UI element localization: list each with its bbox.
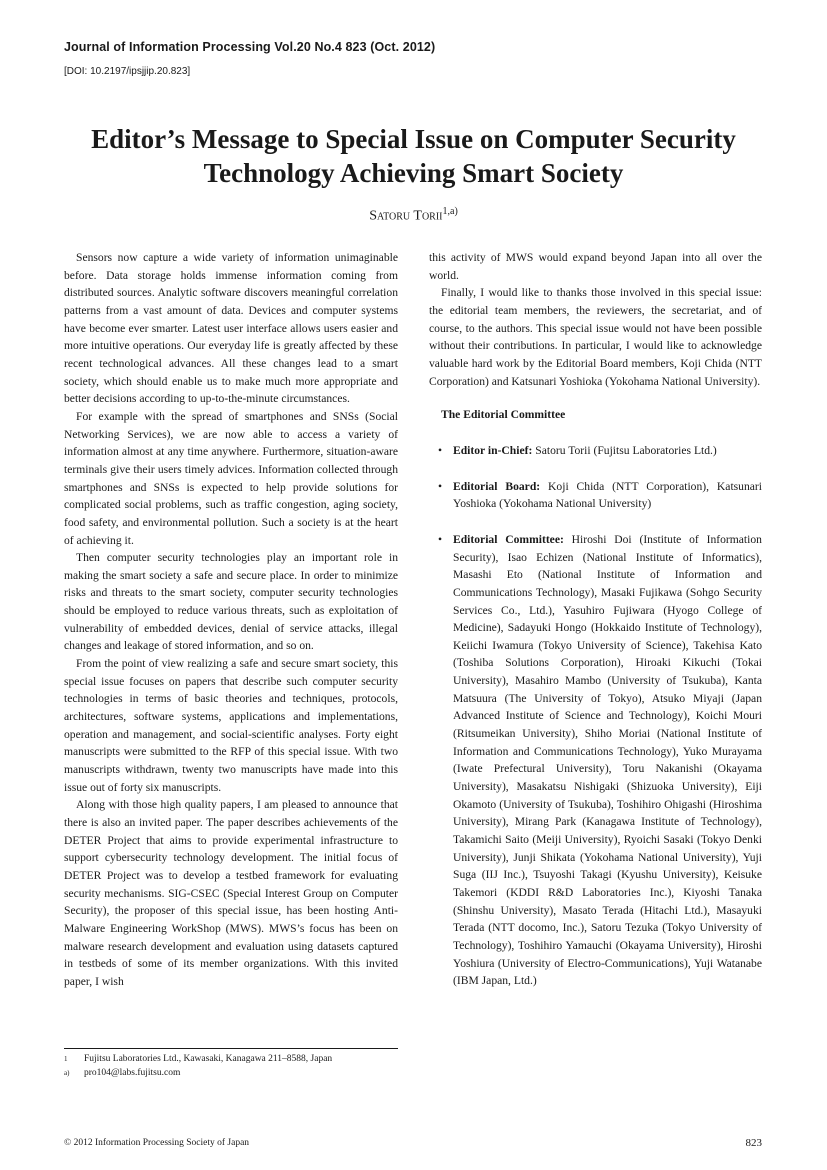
committee-item-editor-in-chief — [429, 442, 762, 460]
body-paragraph-2: For example with the spread of smartphones and SNSs (Social Networking Services), we are now able to access a variety of information almost at any time anywhere. Furthermore, situation-aware terminals give their users timely advices. Information collected through smartphones and SNSs is expected to help provide solutions for complicated social problems, such as traffic congestion, aging society, food safety, and environmental pollution. Such a society is at the heart of achieving it. — [64, 409, 398, 547]
journal-header: Journal of Information Processing Vol.20 No.4 823 (Oct. 2012) — [64, 40, 436, 54]
author-line — [0, 206, 827, 225]
footnote-email — [64, 1066, 332, 1080]
page-number: 823 — [745, 1137, 762, 1149]
right-column — [429, 249, 762, 1008]
footnote-email-link[interactable]: pro104@labs.fujitsu.com — [84, 1068, 181, 1078]
copyright-notice: © 2012 Information Processing Society of Japan — [64, 1138, 250, 1148]
footnote-mark: a) — [64, 1069, 70, 1077]
bullet-icon: • — [438, 443, 443, 457]
bullet-icon: • — [438, 479, 443, 493]
bullet-icon: • — [438, 532, 443, 546]
body-paragraph-1: Sensors now capture a wide variety of information unimaginable before. Data storage holds immense information coming from distributed sources. Analytic software discovers meaningful correlation patterns from a vast amount of data. Devices and computer systems have become ever smarter. Latest user interface allows users easier and more intuitive operations. Our everyday life is greatly affected by these recent technological advances. All these changes lead to a smart society, which should enable us to make much more appropriate and better decisions according to up-to-the-minute circumstances. — [64, 251, 398, 406]
left-column — [64, 249, 398, 991]
body-paragraph-4: From the point of view realizing a safe and secure smart society, this special issue focuses on papers that describe such computer security technologies in terms of basic theories and techniques, protocols, architectures, software systems, applications and implementations, operation and management, and social-scientific analyses. Forty eight manuscripts were submitted to the RFP of this special issue. With two manuscripts withdrawn, twenty two manuscripts have made into this issue out of forty six manuscripts. — [64, 657, 398, 794]
committee-item-editorial-committee — [429, 531, 762, 990]
footnote-mark: 1 — [64, 1055, 68, 1063]
body-paragraph-thanks: Finally, I would like to thanks those involved in this special issue: the editorial team members, the reviewers, the secretariat, and of course, to the authors. This special issue would not have been possible without their contributions. In particular, I would like to acknowledge valuable hard work by the Editorial Board members, Koji Chida (NTT Corporation) and Katsunari Yoshioka (Yokohama National University). — [429, 286, 762, 388]
committee-item-editorial-board — [429, 478, 762, 513]
committee-item-label: Editorial Board: — [453, 479, 541, 493]
body-paragraph-continuation: this activity of MWS would expand beyond Japan into all over the world. — [429, 251, 762, 282]
committee-item-label: Editor in-Chief: — [453, 443, 533, 457]
author-name: Satoru Torii — [369, 208, 443, 224]
committee-item-text: Hiroshi Doi (Institute of Information Security), Isao Echizen (National Institute of Informatics), Masashi Eto (National Institute of Information and Communications Technology), Masaki Fujikawa (Sohgo Security Services Co., Ltd.), Yasuhiro Fujiwara (Hyogo College of Medicine), Sadayuki Hongo (Hokkaido Institute of Technology), Keiichi Iwamura (Tokyo University of Science), Takehisa Kato (Toshiba Solutions Corporation), Hiroaki Kikuchi (Tokai University), Masahiro Mambo (University of Tsukuba), Kanta Matsuura (The University of Tokyo), Atsuko Miyaji (Japan Advanced Institute of Science and Technology), Koichi Mouri (Ritsumeikan University), Shiho Moriai (National Institute of Information and Communications Technology), Yuko Murayama (Iwate Prefectural University), Toru Nakanishi (Okayama University), Masakatsu Nishigaki (Shizuoka University), Eiji Okamoto (University of Tsukuba), Toshihiro Ohigashi (Hiroshima University), Mirang Park (Kanagawa Institute of Technology), Takamichi Saito (Meiji University), Ryoichi Sasaki (Tokyo Denki University), Junji Shikata (Yokohama National University), Yuji Suga (IIJ Inc.), Tsuyoshi Takagi (Kyushu University), Keisuke Takemori (KDDI R&D Laboratories Inc.), Kiyoshi Tanaka (Shinshu University), Masato Terada (Hitachi Ltd.), Masayuki Terada (NTT docomo, Inc.), Satoru Tezuka (Tokyo University of Technology), Toshihiro Yamauchi (Okayama University), Hiroshi Yoshiura (University of Electro-Communications), Yuji Watanabe (IBM Japan, Ltd.) — [453, 532, 762, 988]
committee-item-text: Koji Chida (NTT Corporation), Katsunari Yoshioka (Yokohama National University) — [453, 479, 763, 511]
footnote-text: Fujitsu Laboratories Ltd., Kawasaki, Kanagawa 211–8588, Japan — [84, 1054, 333, 1064]
body-paragraph-3: Then computer security technologies play an important role in making the smart society a safe and secure place. In order to minimize risks and threats to the smart society, computer security technologies should be employed to reduce various threats, such as exploitation of vulnerability of embedded devices, denial of service attacks, illegal changes and leakage of stored information, and so on. — [64, 551, 398, 653]
section-heading: The Editorial Committee — [441, 408, 566, 422]
title-line-1: Editor’s Message to Special Issue on Computer Security — [91, 124, 736, 154]
paper-title — [40, 122, 787, 190]
footnote-divider — [64, 1048, 398, 1049]
committee-item-text: Satoru Torii (Fujitsu Laboratories Ltd.) — [535, 443, 717, 457]
author-affiliation-mark: 1,a) — [442, 206, 458, 217]
title-line-2: Technology Achieving Smart Society — [203, 158, 624, 188]
body-paragraph-5: Along with those high quality papers, I am pleased to announce that there is also an invited paper. The paper describes achievements of the DETER Project that aims to provide experimental infrastructure to support cybersecurity technology development. The initial focus of DETER Project was to develop a testbed framework for evaluating security mechanisms. SIG-CSEC (Special Interest Group on Computer Security), the proposer of this special issue, has been hosting Anti-Malware Engineering WorkShop (MWS). MWS’s focus has been on malware research development and evaluation using datasets captured in testbeds of some of its member organizations. With this invited paper, I wish — [64, 798, 398, 988]
committee-list — [429, 442, 762, 990]
footnote-affiliation — [64, 1052, 332, 1066]
footnotes — [64, 1052, 332, 1080]
doi-link[interactable]: [DOI: 10.2197/ipsjjip.20.823] — [64, 66, 191, 77]
committee-item-label: Editorial Committee: — [453, 532, 564, 546]
